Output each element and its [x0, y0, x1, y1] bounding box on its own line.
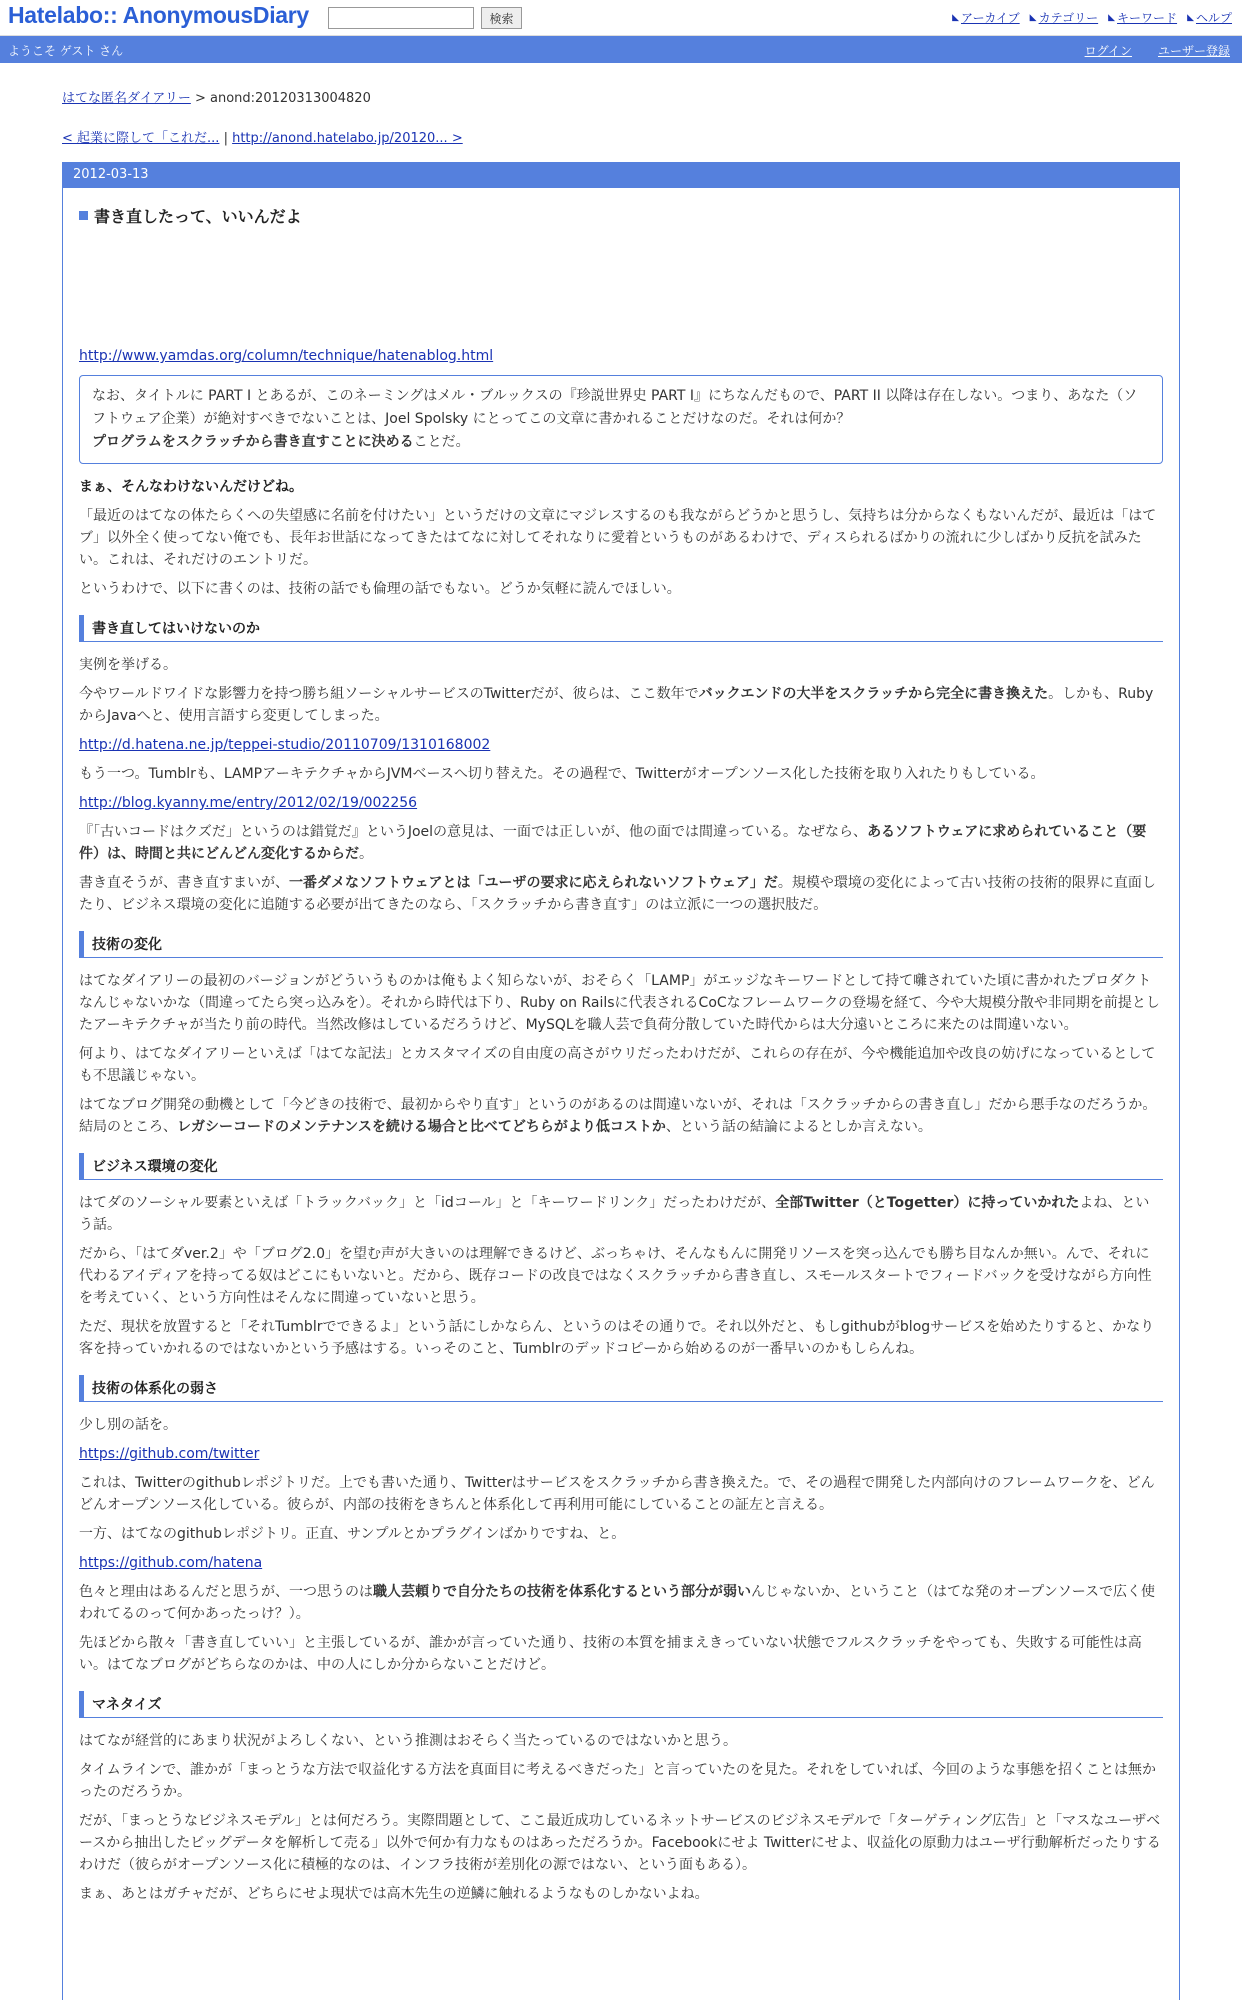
search-input[interactable]: [328, 7, 474, 29]
s4-link-twitter[interactable]: https://github.com/twitter: [79, 1446, 260, 1462]
s4-p4-a: 色々と理由はあるんだと思うが、一つ思うのは: [79, 1584, 373, 1600]
s2-p3-a: はてなブログ開発の動機として「今どきの技術で、最初からやり直す」というのがあるのは間違いないが、それは「スクラッチからの書き直し」だから悪手なのだろうか。結局のところ、: [79, 1097, 1157, 1135]
nav-category-link[interactable]: カテゴリー: [1038, 11, 1099, 25]
s1-link-2[interactable]: http://blog.kyanny.me/entry/2012/02/19/002256: [79, 795, 418, 811]
s4-paragraph-1: 少し別の話を。: [79, 1417, 177, 1433]
s1-p2-c: 。しかも、RubyからJavaへと、使用言語すら変更してしまった。: [79, 686, 1154, 724]
s1-p2-a: 今やワールドワイドな影響力を持つ勝ち組ソーシャルサービスのTwitterだが、彼らは、ここ数年で: [79, 686, 699, 702]
entry-body: [63, 188, 1179, 1905]
s4-paragraph-4: [79, 1581, 1163, 1625]
s5-paragraph-2: タイムラインで、誰かが「まっとうな方法で収益化する方法を真面目に考えるべきだった」と言っていたのを見た。それをしていれば、今回のような事態を招くことは無かったのだろうか。: [79, 1762, 1157, 1800]
intro-paragraph-1: 「最近のはてなの体たらくへの失望感に名前を付けたい」というだけの文章にマジレスするのも我ながらどうかと思うし、気持ちは分からなくもないんだが、最近は「はてブ」以外全く使ってない俺でも、長年お世話になってきたはてなに対してそれなりに愛着というものがあるわけで、ディスられるばかりの流れに少しばかり反抗を試みたい。これは、それだけのエントリだ。: [79, 508, 1157, 568]
s1-p4-c: 。: [359, 846, 373, 862]
welcome-text: ようこそ ゲスト さん: [8, 44, 124, 58]
s4-paragraph-3: 一方、はてなのgithubレポジトリ。正直、サンプルとかプラグインばかりですね、と。: [79, 1526, 626, 1542]
search-button[interactable]: 検索: [481, 7, 522, 29]
s3-p1-a: はてダのソーシャル要素といえば「トラックバック」と「idコール」と「キーワードリンク」だったわけだが、: [79, 1195, 776, 1211]
s1-p4-a: 『「古いコードはクズだ」というのは錯覚だ』というJoelの意見は、一面では正しいが、他の面では間違っている。なぜなら、: [79, 824, 868, 840]
s1-paragraph-4: [79, 821, 1163, 865]
s4-link-hatena[interactable]: https://github.com/hatena: [79, 1555, 263, 1571]
s5-paragraph-4: まぁ、あとはガチャだが、どちらにせよ現状では高木先生の逆鱗に触れるようなものしかないよね。: [79, 1886, 709, 1902]
s2-p3-c: 、という話の結論によるとしか言えない。: [665, 1119, 932, 1135]
s1-p5-bold: 一番ダメなソフトウェアとは「ユーザの要求に応えられないソフトウェア」だ: [289, 875, 778, 891]
nav-archive-link[interactable]: アーカイブ: [960, 11, 1020, 25]
s1-p4-bold: あるソフトウェアに求められていること（要件）は、時間と共にどんどん変化するからだ: [79, 824, 1147, 862]
s1-p2-bold: バックエンドの大半をスクラッチから完全に書き換えた: [698, 686, 1049, 702]
site-header: [0, 0, 1242, 36]
section-heading-rewrite: 書き直してはいけないのか: [79, 615, 1163, 642]
triangle-right-icon: ◣: [952, 12, 959, 23]
prev-entry-link[interactable]: < 起業に際して「これだ...: [62, 131, 220, 146]
s1-p5-c: 。規模や環境の変化によって古い技術の技術的限界に直面したり、ビジネス環境の変化に追随する必要が出てきたのなら、「スクラッチから書き直す」のは立派に一つの選択肢だ。: [79, 875, 1156, 913]
quote-text: なお、タイトルに PART I とあるが、このネーミングはメル・ブルックスの『珍説世界史 PART I』にちなんだもので、PART II 以降は存在しない。つまり、あなた（ソフトウェア企業）が絶対すべきでないことは、Joel Spolsky にとってこの文章に書かれることだけなのだ。それは何か？: [92, 388, 1138, 427]
diary-entry: [62, 162, 1180, 2000]
permalink-square-icon[interactable]: [79, 211, 88, 220]
nav-keyword-link[interactable]: キーワード: [1117, 11, 1178, 25]
section-heading-systematization: 技術の体系化の弱さ: [79, 1375, 1163, 1402]
embed-space: [79, 227, 1163, 345]
pager-separator: |: [219, 131, 233, 146]
breadcrumb-separator: >: [190, 91, 211, 106]
s2-paragraph-1: はてなダイアリーの最初のバージョンがどういうものかは俺もよく知らないが、おそらく「LAMP」がエッジなキーワードとして持て囃されていた頃に書かれたプロダクトなんじゃないかな（間違ってたら突っ込みを）。それから時代は下り、Ruby on Railsに代表されるCoCなフレームワークの登場を経て、今や大規模分散や非同期を前提としたアーキテクチャが当たり前の時代。当然改修はしているだろうけど、MySQLを職人芸で負荷分散していた時代からは大分遠いところに来たのは間違いない。: [79, 973, 1160, 1033]
intro-paragraph-2: というわけで、以下に書くのは、技術の話でも倫理の話でもない。どうか気軽に読んでほしい。: [79, 581, 681, 597]
source-link[interactable]: http://www.yamdas.org/column/technique/hatenablog.html: [79, 348, 494, 364]
s1-paragraph-2: [79, 683, 1163, 727]
s3-paragraph-2: だから、「はてダver.2」や「ブログ2.0」を望む声が大きいのは理解できるけど、ぶっちゃけ、そんなもんに開発リソースを突っ込んでも勝ち目なんか無い。んで、それに代わるアイディアを持ってる奴はどこにもいないと。だから、既存コードの改良ではなくスクラッチから書き直し、スモールスタートでフィードバックを受けながら方向性を考えていく、という方向性はそんなに間違っていないと思う。: [79, 1246, 1152, 1306]
s4-p4-bold: 職人芸頼りで自分たちの技術を体系化するという部分が弱い: [373, 1584, 751, 1600]
s5-paragraph-3: だが、「まっとうなビジネスモデル」とは何だろう。実際問題として、ここ最近成功しているネットサービスのビジネスモデルで「ターゲティング広告」と「マスなユーザベースから抽出したビッグデータを解析して売る」以外で何か有力なものはあっただろうか。Facebookにせよ Twitterにせよ、収益化の原動力はユーザ行動解析だったりするわけだ（彼らがオープンソース化に積極的なのは、インフラ技術が差別化の源ではない、という面もある）。: [79, 1813, 1161, 1873]
nav-keyword[interactable]: [1108, 9, 1177, 26]
s3-paragraph-1: [79, 1192, 1163, 1236]
user-links: [1085, 42, 1230, 59]
nav-category[interactable]: [1030, 9, 1098, 26]
section-heading-business: ビジネス環境の変化: [79, 1153, 1163, 1180]
lead-text: まぁ、そんなわけないんだけどね。: [79, 479, 303, 495]
quote-bold: プログラムをスクラッチから書き直すことに決める: [92, 434, 414, 450]
s3-p1-c: よね、という話。: [79, 1195, 1150, 1233]
section-heading-monetize: マネタイズ: [79, 1691, 1163, 1718]
s2-paragraph-2: 何より、はてなダイアリーといえば「はてな記法」とカスタマイズの自由度の高さがウリだったわけだが、これらの存在が、今や機能追加や改良の妨げになっているとしても不思議じゃない。: [79, 1046, 1156, 1084]
s4-p4-c: んじゃないか、ということ（はてな発のオープンソースで広く使われてるのって何かあったっけ？）。: [79, 1584, 1156, 1622]
nav-archive[interactable]: [952, 9, 1020, 26]
triangle-right-icon: ◣: [1029, 12, 1037, 23]
entry-title: [79, 204, 1163, 227]
top-nav: [952, 9, 1232, 26]
s1-link-1[interactable]: http://d.hatena.ne.jp/teppei-studio/20110709/1310168002: [79, 737, 491, 753]
s5-paragraph-1: はてなが経営的にあまり状況がよろしくない、という推測はおそらく当たっているのではないかと思う。: [79, 1733, 737, 1749]
user-bar: [0, 36, 1242, 63]
s1-p5-a: 書き直そうが、書き直すまいが、: [79, 875, 289, 891]
s1-paragraph-5: [79, 872, 1163, 916]
next-entry-link[interactable]: http://anond.hatelabo.jp/20120... >: [232, 131, 463, 146]
section-heading-tech: 技術の変化: [79, 931, 1163, 958]
s4-paragraph-2: これは、Twitterのgithubレポジトリだ。上でも書いた通り、Twitterはサービスをスクラッチから書き換えた。で、その過程で開発した内部向けのフレームワークを、どんどんオープンソース化している。彼らが、内部の技術をきちんと体系化して再利用可能にしていることの証左と言える。: [79, 1475, 1155, 1513]
nav-help[interactable]: [1187, 9, 1232, 26]
quote-tail: ことだ。: [413, 434, 470, 450]
s2-paragraph-3: [79, 1094, 1163, 1138]
site-logo[interactable]: Hatelabo:: AnonymousDiary: [8, 2, 309, 28]
quote-block: [79, 375, 1163, 464]
nav-help-link[interactable]: ヘルプ: [1195, 11, 1232, 25]
s1-paragraph-1: 実例を挙げる。: [79, 657, 177, 673]
s3-paragraph-3: ただ、現状を放置すると「それTumblrでできるよ」という話にしかならん、というのはその通りで。それ以外だと、もしgithubがblogサービスを始めたりすると、かなり客を持っていかれるのではないかという予感はする。いっそのこと、Tumblrのデッドコピーから始めるのが一番早いのかもしらんね。: [79, 1319, 1155, 1357]
breadcrumb-current: anond:20120313004820: [210, 91, 371, 106]
login-link[interactable]: ログイン: [1084, 44, 1132, 58]
s4-paragraph-5: 先ほどから散々「書き直していい」と主張しているが、誰かが言っていた通り、技術の本質を捕まえきっていない状態でフルスクラッチをやっても、失敗する可能性は高い。はてなブログがどちらなのかは、中の人にしか分からないことだけど。: [79, 1635, 1142, 1673]
entry-pager: [62, 127, 463, 146]
entry-date: 2012-03-13: [63, 163, 1179, 188]
breadcrumb: [62, 87, 371, 106]
breadcrumb-home[interactable]: はてな匿名ダイアリー: [62, 91, 191, 106]
s3-p1-bold: 全部Twitter（とTogetter）に持っていかれた: [775, 1195, 1080, 1211]
register-link[interactable]: ユーザー登録: [1157, 44, 1230, 58]
triangle-right-icon: ◣: [1108, 12, 1116, 23]
entry-title-text: 書き直したって、いいんだよ: [94, 207, 302, 226]
triangle-right-icon: ◣: [1187, 12, 1194, 23]
s1-paragraph-3: もう一つ。Tumblrも、LAMPアーキテクチャからJVMベースへ切り替えた。その過程で、Twitterがオープンソース化した技術を取り入れたりもしている。: [79, 766, 1045, 782]
s2-p3-bold: レガシーコードのメンテナンスを続ける場合と比べてどちらがより低コストか: [177, 1119, 666, 1135]
